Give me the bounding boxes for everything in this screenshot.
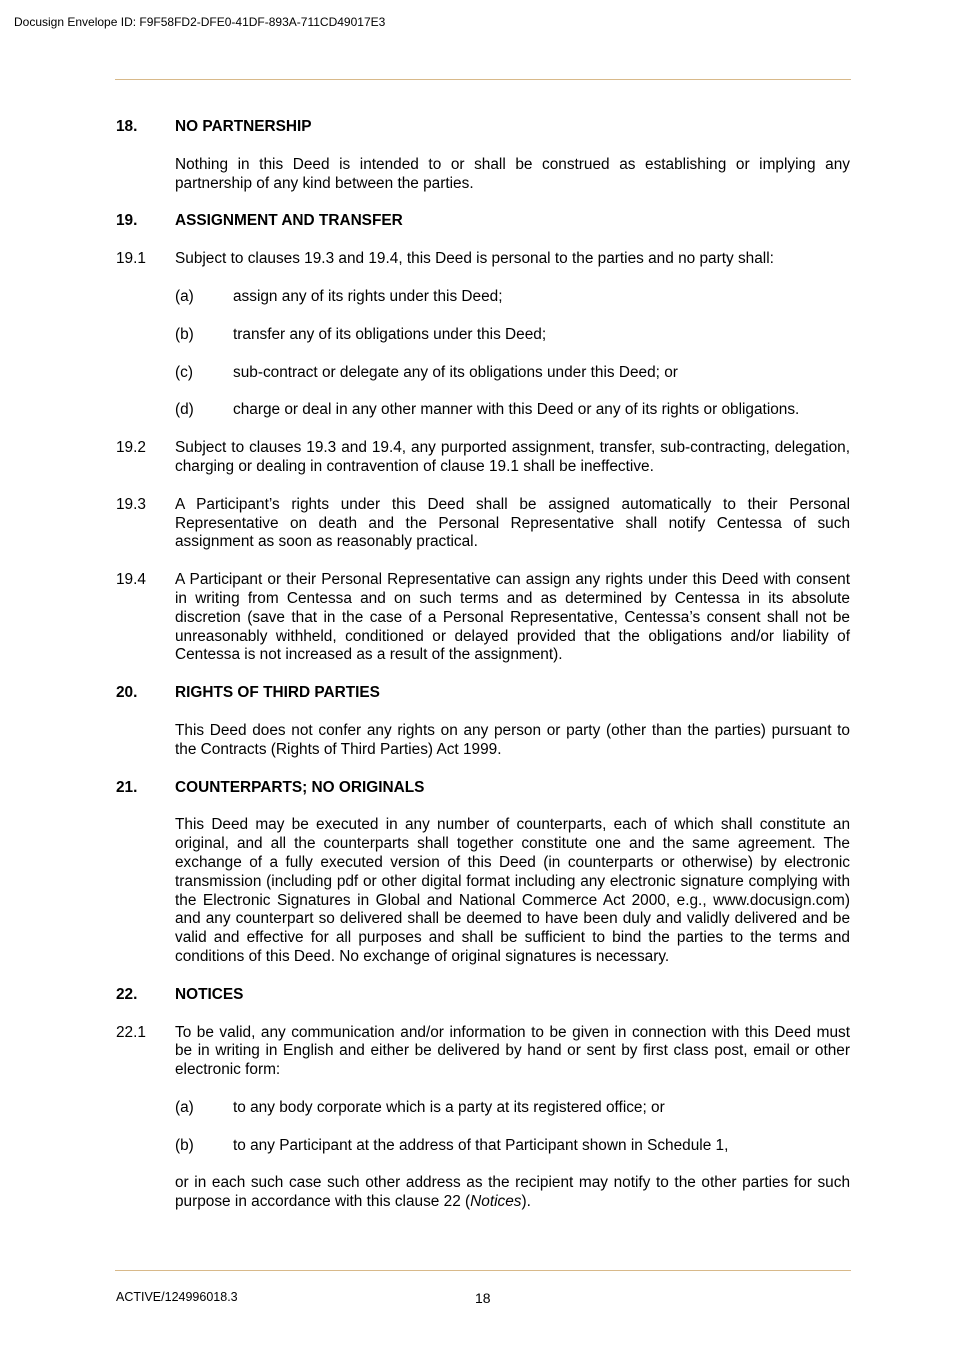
item-text: sub-contract or delegate any of its obligations under this Deed; or (233, 363, 678, 381)
page-number: 18 (475, 1290, 491, 1306)
list-item (175, 326, 850, 345)
section-title: ASSIGNMENT AND TRANSFER (175, 212, 403, 230)
section-19-heading (116, 212, 850, 231)
section-title: RIGHTS OF THIRD PARTIES (175, 684, 380, 702)
clause-text: Subject to clauses 19.3 and 19.4, any purported assignment, transfer, sub-contracting, delegation, charging or dealing in contravention of clause 19.1 shall be ineffective. (175, 439, 850, 475)
section-18-heading (116, 118, 850, 137)
clause-22-1 (116, 1024, 850, 1080)
section-number: 22. (116, 985, 138, 1003)
section-number: 18. (116, 118, 138, 135)
clause-22-1-closing (175, 1174, 850, 1212)
clause-19-1 (116, 250, 850, 269)
clause-number: 22.1 (116, 1023, 146, 1041)
item-label: (a) (175, 1098, 194, 1116)
clause-number: 19.3 (116, 495, 146, 513)
section-20-heading (116, 684, 850, 703)
clause-number: 19.1 (116, 250, 146, 268)
section-20-body: This Deed does not confer any rights on any person or party (other than the parties) pursuant to the Contracts (Rights of Third Parties) Act 1999. (175, 721, 850, 758)
item-text: transfer any of its obligations under this Deed; (233, 325, 547, 343)
item-label: (d) (175, 401, 194, 419)
clause-19-4 (116, 571, 850, 665)
clause-text: A Participant’s rights under this Deed shall be assigned automatically to their Personal Representative on death and the Personal Representative shall notify Centessa of such assignment as soon as reasonably practical. (175, 495, 850, 551)
header-divider (115, 79, 851, 80)
list-item (175, 288, 850, 307)
section-title: NO PARTNERSHIP (175, 118, 312, 135)
item-text: assign any of its rights under this Deed; (233, 287, 503, 305)
list-item (175, 1099, 850, 1118)
item-label: (b) (175, 325, 194, 343)
clause-text: Subject to clauses 19.3 and 19.4, this Deed is personal to the parties and no party shall: (175, 250, 774, 268)
section-number: 20. (116, 684, 138, 702)
document-reference: ACTIVE/124996018.3 (116, 1290, 238, 1304)
clause-number: 19.4 (116, 571, 146, 589)
section-title: COUNTERPARTS; NO ORIGINALS (175, 778, 425, 796)
clause-19-2 (116, 439, 850, 477)
list-item (175, 1137, 850, 1156)
clause-number: 19.2 (116, 439, 146, 457)
item-label: (b) (175, 1136, 194, 1154)
item-label: (c) (175, 363, 193, 381)
section-number: 19. (116, 212, 138, 230)
list-item (175, 401, 850, 420)
footer-divider (115, 1270, 851, 1271)
item-text: to any body corporate which is a party at its registered office; or (233, 1098, 665, 1116)
clause-19-3 (116, 496, 850, 552)
section-number: 21. (116, 778, 138, 796)
item-text: charge or deal in any other manner with this Deed or any of its rights or obligations. (233, 401, 800, 419)
closing-text-end: ). (521, 1193, 531, 1211)
clause-text: A Participant or their Personal Representative can assign any rights under this Deed with consent in writing from Centessa and on such terms and as determined by Centessa in its absolute discretion (save that in the case of a Personal Representative, Centessa’s consent shall not be unreasonably withheld, conditioned or delayed provided that the obligations and/or liability of Centessa is not increased as a result of the assignment). (175, 571, 850, 664)
section-21-heading (116, 779, 850, 798)
section-22-heading (116, 986, 850, 1005)
item-label: (a) (175, 287, 194, 305)
clause-text: To be valid, any communication and/or information to be given in connection with this Deed must be in writing in English and either be delivered by hand or sent by first class post, email or other electronic form: (175, 1023, 850, 1079)
section-title: NOTICES (175, 985, 244, 1003)
notices-reference: Notices (470, 1193, 522, 1211)
envelope-id: Docusign Envelope ID: F9F58FD2-DFE0-41DF-893A-711CD49017E3 (14, 15, 386, 29)
closing-text: or in each such case such other address as the recipient may notify to the other parties for such purpose in accordance with this clause 22 ( (175, 1174, 850, 1211)
item-text: to any Participant at the address of that Participant shown in Schedule 1, (233, 1136, 729, 1154)
list-item (175, 364, 850, 383)
document-body (116, 118, 850, 1231)
section-18-body: Nothing in this Deed is intended to or shall be construed as establishing or implying any partnership of any kind between the parties. (175, 155, 850, 192)
section-21-body: This Deed may be executed in any number of counterparts, each of which shall constitute an original, and all the counterparts shall together constitute one and the same agreement. The exchange of a fully executed version of this Deed (in counterparts or otherwise) by electronic transmission (including pdf or other digital format including any electronic signature complying with the Electronic Signatures in Global and National Commerce Act 2000, e.g., www.docusign.com) and any counterpart so delivered shall be deemed to have been duly and validly delivered and be valid and effective for all purposes and shall be sufficient to bind the parties to the terms and conditions of this Deed. No exchange of original signatures is necessary. (175, 816, 850, 965)
